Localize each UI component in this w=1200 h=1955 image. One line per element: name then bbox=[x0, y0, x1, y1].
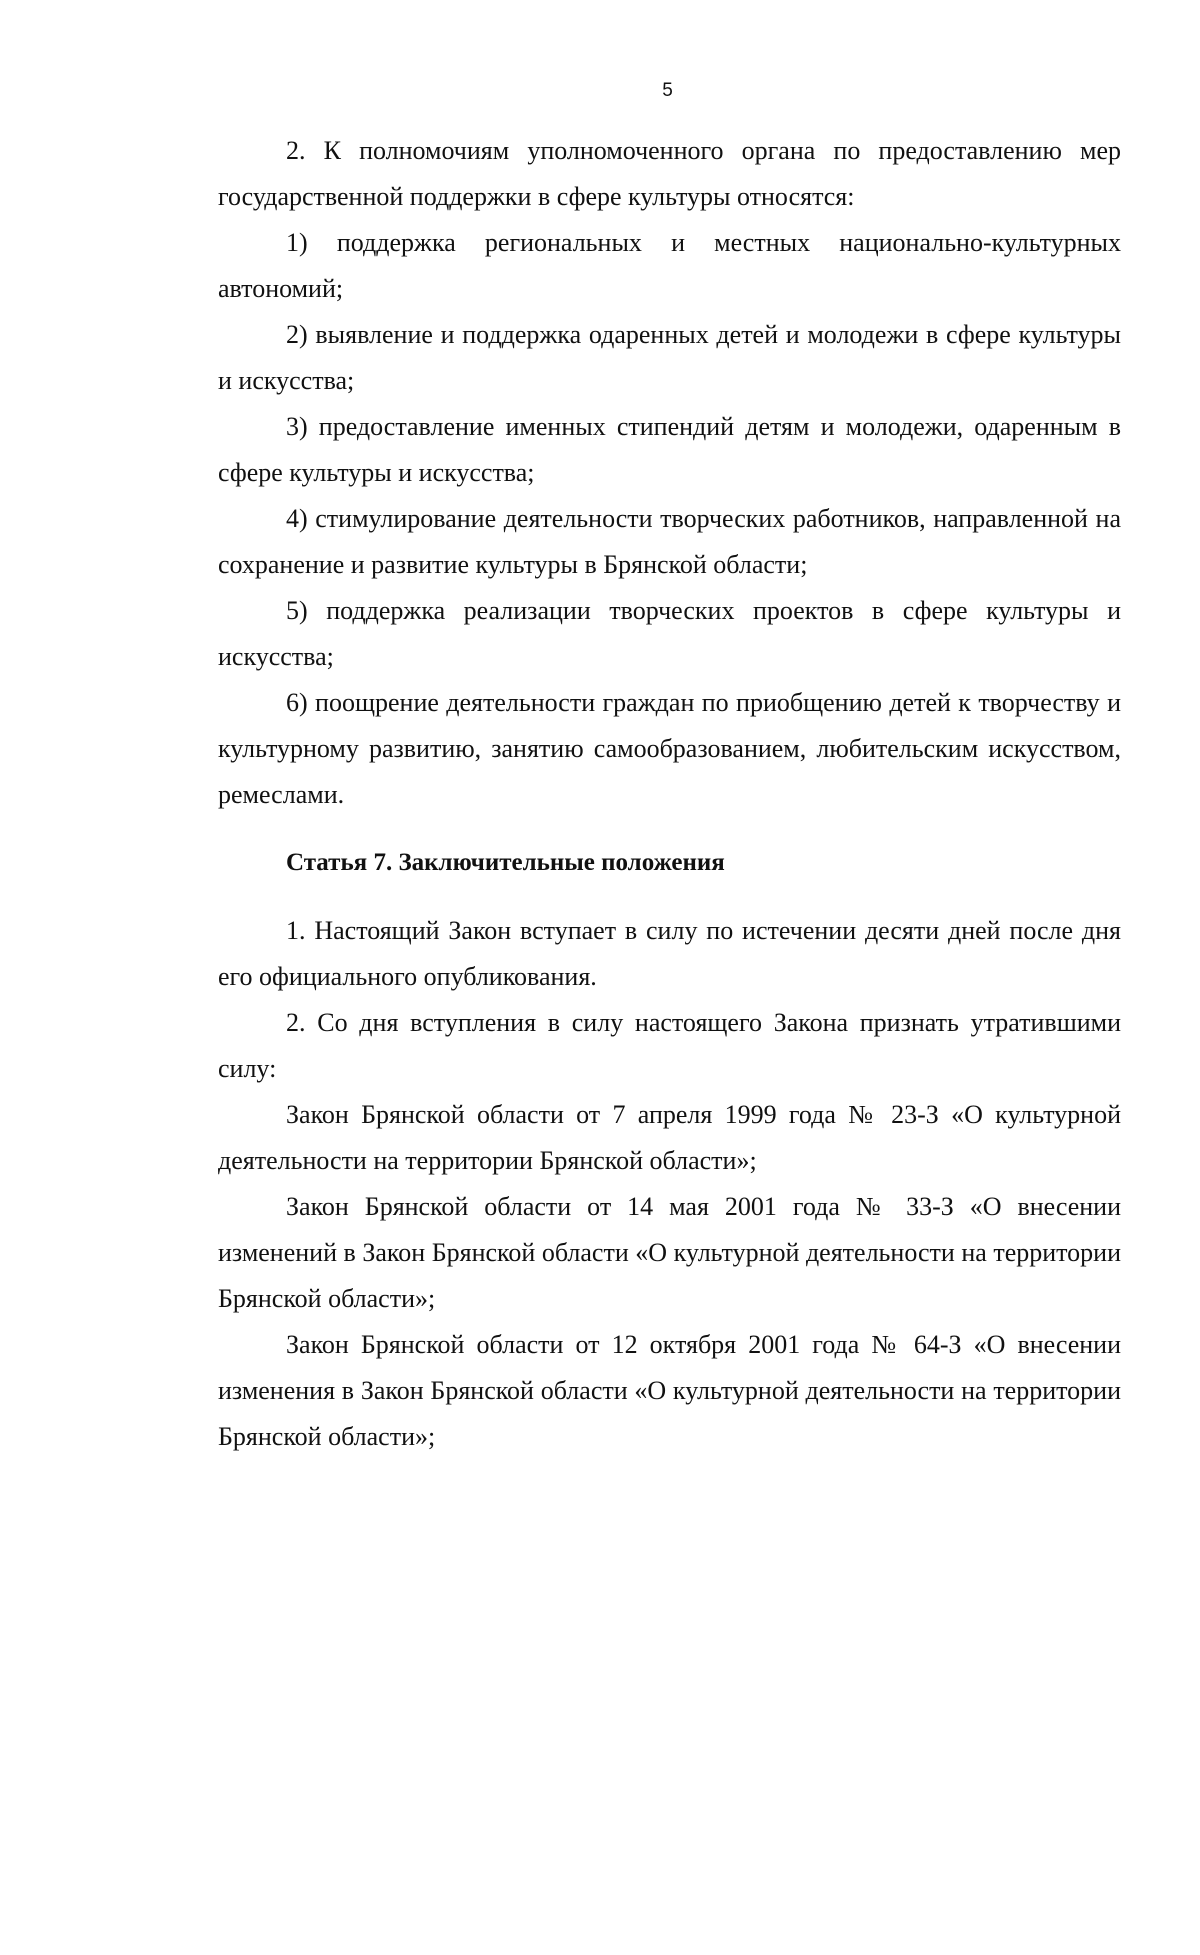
list-item-5: 5) поддержка реализации творческих проектов в сфере культуры и искусства; bbox=[218, 596, 1121, 671]
repealed-law-3: Закон Брянской области от 12 октября 2001 года № 64-З «О внесении изменения в Закон Брянской области «О культурной деятельности на территории Брянской области»; bbox=[218, 1330, 1121, 1451]
paragraph-powers-intro: 2. К полномочиям уполномоченного органа по предоставлению мер государственной поддержки в сфере культуры относятся: bbox=[218, 136, 1121, 211]
list-item-1: 1) поддержка региональных и местных национально-культурных автономий; bbox=[218, 228, 1121, 303]
list-item-4: 4) стимулирование деятельности творческих работников, направленной на сохранение и развитие культуры в Брянской области; bbox=[218, 504, 1121, 579]
list-item-6: 6) поощрение деятельности граждан по приобщению детей к творчеству и культурному развитию, занятию самообразованием, любительским искусством, ремеслами. bbox=[218, 688, 1121, 809]
repealed-law-2: Закон Брянской области от 14 мая 2001 года № 33-З «О внесении изменений в Закон Брянской области «О культурной деятельности на территории Брянской области»; bbox=[218, 1192, 1121, 1313]
paragraph-entry-into-force: 1. Настоящий Закон вступает в силу по истечении десяти дней после дня его официального опубликования. bbox=[218, 916, 1121, 991]
repealed-law-1: Закон Брянской области от 7 апреля 1999 года № 23-З «О культурной деятельности на территории Брянской области»; bbox=[218, 1100, 1121, 1175]
article-heading: Статья 7. Заключительные положения bbox=[286, 849, 725, 876]
paragraph-repeal-intro: 2. Со дня вступления в силу настоящего Закона признать утратившими силу: bbox=[218, 1008, 1121, 1083]
document-body bbox=[218, 128, 1121, 1460]
list-item-3: 3) предоставление именных стипендий детям и молодежи, одаренным в сфере культуры и искусства; bbox=[218, 412, 1121, 487]
list-item-2: 2) выявление и поддержка одаренных детей и молодежи в сфере культуры и искусства; bbox=[218, 320, 1121, 395]
page-number: 5 bbox=[662, 80, 673, 101]
